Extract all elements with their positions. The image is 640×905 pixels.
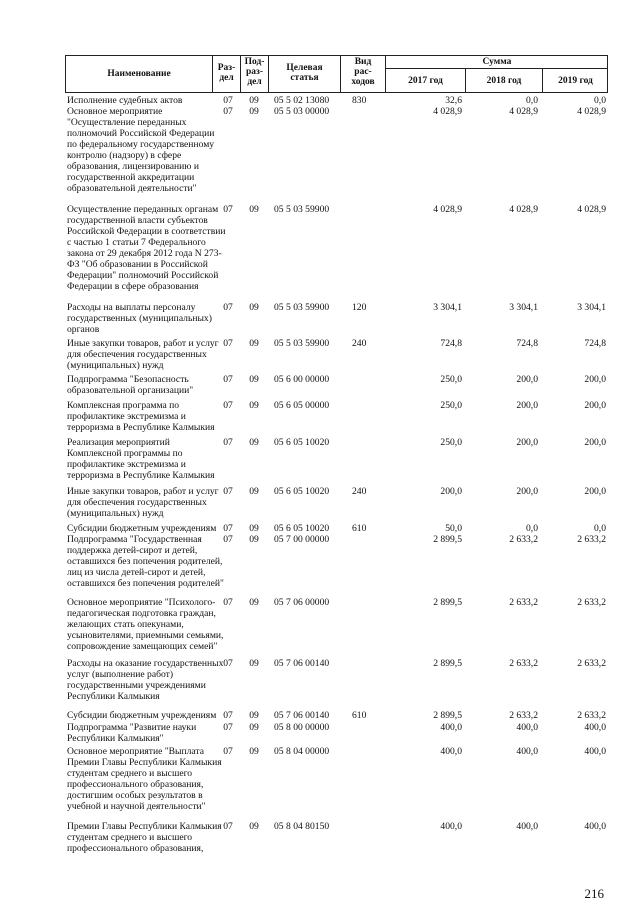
row-name: Комплексная программа по профилактике экстремизма и терроризма в Республике Калмыкия — [67, 400, 215, 433]
header-year-2017: 2017 год — [408, 76, 443, 86]
row-razdel: 07 — [223, 106, 233, 117]
row-sum-2018: 400,0 — [516, 722, 538, 733]
row-celevaya: 05 7 06 00000 — [274, 597, 330, 608]
row-name: Основное мероприятие "Осуществление переданных полномочий Российской Федерации по федеральному государственному контролю (надзору) в сфере образования, лицензированию и государственной аккредитации образовательной деятельности" — [67, 106, 215, 194]
row-celevaya: 05 7 06 00140 — [274, 710, 330, 721]
row-sum-2019: 3 304,1 — [577, 302, 606, 313]
row-sum-2019: 400,0 — [584, 746, 606, 757]
row-podrazdel: 09 — [249, 534, 259, 545]
row-sum-2017: 400,0 — [440, 821, 462, 832]
row-razdel: 07 — [223, 302, 233, 313]
row-podrazdel: 09 — [249, 204, 259, 215]
row-sum-2017: 400,0 — [440, 746, 462, 757]
row-sum-2019: 0,0 — [594, 95, 606, 106]
row-sum-2017: 32,6 — [445, 95, 462, 106]
row-razdel: 07 — [223, 597, 233, 608]
row-sum-2017: 400,0 — [440, 722, 462, 733]
row-name: Иные закупки товаров, работ и услуг для обеспечения государственных (муниципальных) нужд — [67, 338, 219, 371]
row-sum-2018: 3 304,1 — [509, 302, 538, 313]
row-podrazdel: 09 — [249, 821, 259, 832]
row-celevaya: 05 8 04 80150 — [274, 821, 330, 832]
row-celevaya: 05 6 05 00000 — [274, 400, 330, 411]
row-sum-2019: 400,0 — [584, 821, 606, 832]
row-celevaya: 05 5 03 59900 — [274, 302, 330, 313]
row-celevaya: 05 6 00 00000 — [274, 374, 330, 385]
row-celevaya: 05 5 03 59900 — [274, 204, 330, 215]
row-sum-2017: 200,0 — [440, 486, 462, 497]
row-razdel: 07 — [223, 486, 233, 497]
row-celevaya: 05 6 05 10020 — [274, 523, 330, 534]
row-sum-2017: 4 028,9 — [433, 106, 462, 117]
row-sum-2017: 3 304,1 — [433, 302, 462, 313]
page-number: 216 — [584, 886, 604, 901]
row-sum-2017: 50,0 — [445, 523, 462, 534]
row-sum-2018: 0,0 — [526, 95, 538, 106]
header-summa: Сумма — [482, 57, 512, 67]
row-vid: 240 — [352, 486, 367, 497]
row-name: Основное мероприятие "Психолого- педагогическая подготовка граждан, желающих стать опекунами, усыновителями, приемными семьями, сопровождение замещающих семей" — [67, 597, 224, 652]
row-sum-2017: 2 899,5 — [433, 534, 462, 545]
header-name: Наименование — [107, 69, 171, 79]
row-sum-2018: 4 028,9 — [509, 106, 538, 117]
row-podrazdel: 09 — [249, 302, 259, 313]
row-name: Реализация мероприятий Комплексной программы по профилактике экстремизма и терроризма в Республике Калмыкия — [67, 437, 215, 481]
row-razdel: 07 — [223, 710, 233, 721]
row-celevaya: 05 7 06 00140 — [274, 658, 330, 669]
row-podrazdel: 09 — [249, 746, 259, 757]
row-razdel: 07 — [223, 338, 233, 349]
row-sum-2019: 200,0 — [584, 374, 606, 385]
row-sum-2018: 200,0 — [516, 437, 538, 448]
row-vid: 240 — [352, 338, 367, 349]
row-celevaya: 05 6 05 10020 — [274, 486, 330, 497]
row-celevaya: 05 5 03 59900 — [274, 338, 330, 349]
row-sum-2018: 4 028,9 — [509, 204, 538, 215]
row-sum-2019: 400,0 — [584, 722, 606, 733]
row-sum-2017: 2 899,5 — [433, 710, 462, 721]
row-razdel: 07 — [223, 523, 233, 534]
row-sum-2017: 250,0 — [440, 437, 462, 448]
row-celevaya: 05 8 00 00000 — [274, 722, 330, 733]
row-sum-2019: 200,0 — [584, 400, 606, 411]
row-name: Подпрограмма "Безопасность образовательной организации" — [67, 374, 194, 396]
row-podrazdel: 09 — [249, 400, 259, 411]
header-razdel: Раз- дел — [217, 63, 236, 83]
row-name: Осуществление переданных органам государственной власти субъектов Российской Федерации в соответствии с частью 1 статьи 7 Федерального закона от 29 декабря 2012 года N 273- ФЗ "Об образовании в Российской Федерации" полномочий Российской Федерации в сфере образования — [67, 204, 226, 292]
row-sum-2018: 200,0 — [516, 400, 538, 411]
row-name: Исполнение судебных актов — [67, 95, 183, 106]
row-razdel: 07 — [223, 534, 233, 545]
row-celevaya: 05 7 00 00000 — [274, 534, 330, 545]
row-sum-2018: 2 633,2 — [509, 534, 538, 545]
row-sum-2019: 200,0 — [584, 437, 606, 448]
row-podrazdel: 09 — [249, 486, 259, 497]
row-sum-2019: 2 633,2 — [577, 658, 606, 669]
row-razdel: 07 — [223, 204, 233, 215]
row-sum-2018: 200,0 — [516, 374, 538, 385]
row-vid: 120 — [352, 302, 367, 313]
row-razdel: 07 — [223, 658, 233, 669]
row-razdel: 07 — [223, 821, 233, 832]
row-sum-2018: 200,0 — [516, 486, 538, 497]
row-razdel: 07 — [223, 746, 233, 757]
header-year-2018: 2018 год — [486, 76, 522, 86]
row-sum-2019: 4 028,9 — [577, 204, 606, 215]
row-podrazdel: 09 — [249, 658, 259, 669]
row-sum-2018: 400,0 — [516, 746, 538, 757]
row-razdel: 07 — [223, 437, 233, 448]
row-podrazdel: 09 — [249, 710, 259, 721]
row-sum-2019: 4 028,9 — [577, 106, 606, 117]
header-year-2019: 2019 год — [558, 76, 593, 86]
row-sum-2019: 2 633,2 — [577, 597, 606, 608]
row-name: Подпрограмма "Государственная поддержка детей-сирот и детей, оставшихся без попечения родителей, лиц из числа детей-сирот и детей, оставшихся без попечения родителей" — [67, 534, 224, 589]
row-celevaya: 05 5 02 13080 — [274, 95, 330, 106]
row-sum-2017: 2 899,5 — [433, 597, 462, 608]
header-vid: Вид рас- ходов — [351, 57, 375, 87]
header-podrazdel: Под- раз- дел — [244, 57, 265, 87]
row-podrazdel: 09 — [249, 106, 259, 117]
row-sum-2019: 2 633,2 — [577, 710, 606, 721]
row-sum-2018: 2 633,2 — [509, 658, 538, 669]
row-sum-2017: 250,0 — [440, 400, 462, 411]
row-podrazdel: 09 — [249, 374, 259, 385]
row-sum-2017: 724,8 — [440, 338, 462, 349]
row-name: Подпрограмма "Развитие науки Республики Калмыкия" — [67, 722, 197, 744]
row-celevaya: 05 6 05 10020 — [274, 437, 330, 448]
row-razdel: 07 — [223, 722, 233, 733]
row-podrazdel: 09 — [249, 95, 259, 106]
row-name: Субсидии бюджетным учреждениям — [67, 523, 217, 534]
row-vid: 610 — [352, 523, 367, 534]
row-name: Премии Главы Республики Калмыкия студентам среднего и высшего профессионального образования, — [67, 821, 222, 854]
row-name: Иные закупки товаров, работ и услуг для обеспечения государственных (муниципальных) нужд — [67, 486, 219, 519]
row-sum-2018: 724,8 — [516, 338, 538, 349]
row-razdel: 07 — [223, 400, 233, 411]
row-name: Расходы на выплаты персоналу государственных (муниципальных) органов — [67, 302, 212, 335]
row-celevaya: 05 5 03 00000 — [274, 106, 330, 117]
row-sum-2018: 2 633,2 — [509, 597, 538, 608]
row-sum-2019: 200,0 — [584, 486, 606, 497]
row-sum-2019: 2 633,2 — [577, 534, 606, 545]
row-razdel: 07 — [223, 374, 233, 385]
row-celevaya: 05 8 04 00000 — [274, 746, 330, 757]
row-razdel: 07 — [223, 95, 233, 106]
row-name: Основное мероприятие "Выплата Премии Главы Республики Калмыкия студентам среднего и высшего профессионального образования, достигшим особых результатов в учебной и научной деятельности" — [67, 746, 222, 812]
row-vid: 610 — [352, 710, 367, 721]
row-sum-2019: 0,0 — [594, 523, 606, 534]
row-podrazdel: 09 — [249, 722, 259, 733]
row-vid: 830 — [352, 95, 367, 106]
row-sum-2018: 0,0 — [526, 523, 538, 534]
row-sum-2017: 2 899,5 — [433, 658, 462, 669]
row-podrazdel: 09 — [249, 338, 259, 349]
row-podrazdel: 09 — [249, 437, 259, 448]
header-celevaya: Целевая статья — [286, 63, 323, 83]
row-sum-2017: 4 028,9 — [433, 204, 462, 215]
row-sum-2017: 250,0 — [440, 374, 462, 385]
header-divider — [385, 68, 608, 69]
row-name: Субсидии бюджетным учреждениям — [67, 710, 217, 721]
row-podrazdel: 09 — [249, 597, 259, 608]
row-podrazdel: 09 — [249, 523, 259, 534]
row-sum-2018: 2 633,2 — [509, 710, 538, 721]
row-name: Расходы на оказание государственных услуг (выполнение работ) государственными учреждениями Республики Калмыкия — [67, 658, 224, 702]
row-sum-2018: 400,0 — [516, 821, 538, 832]
row-sum-2019: 724,8 — [584, 338, 606, 349]
